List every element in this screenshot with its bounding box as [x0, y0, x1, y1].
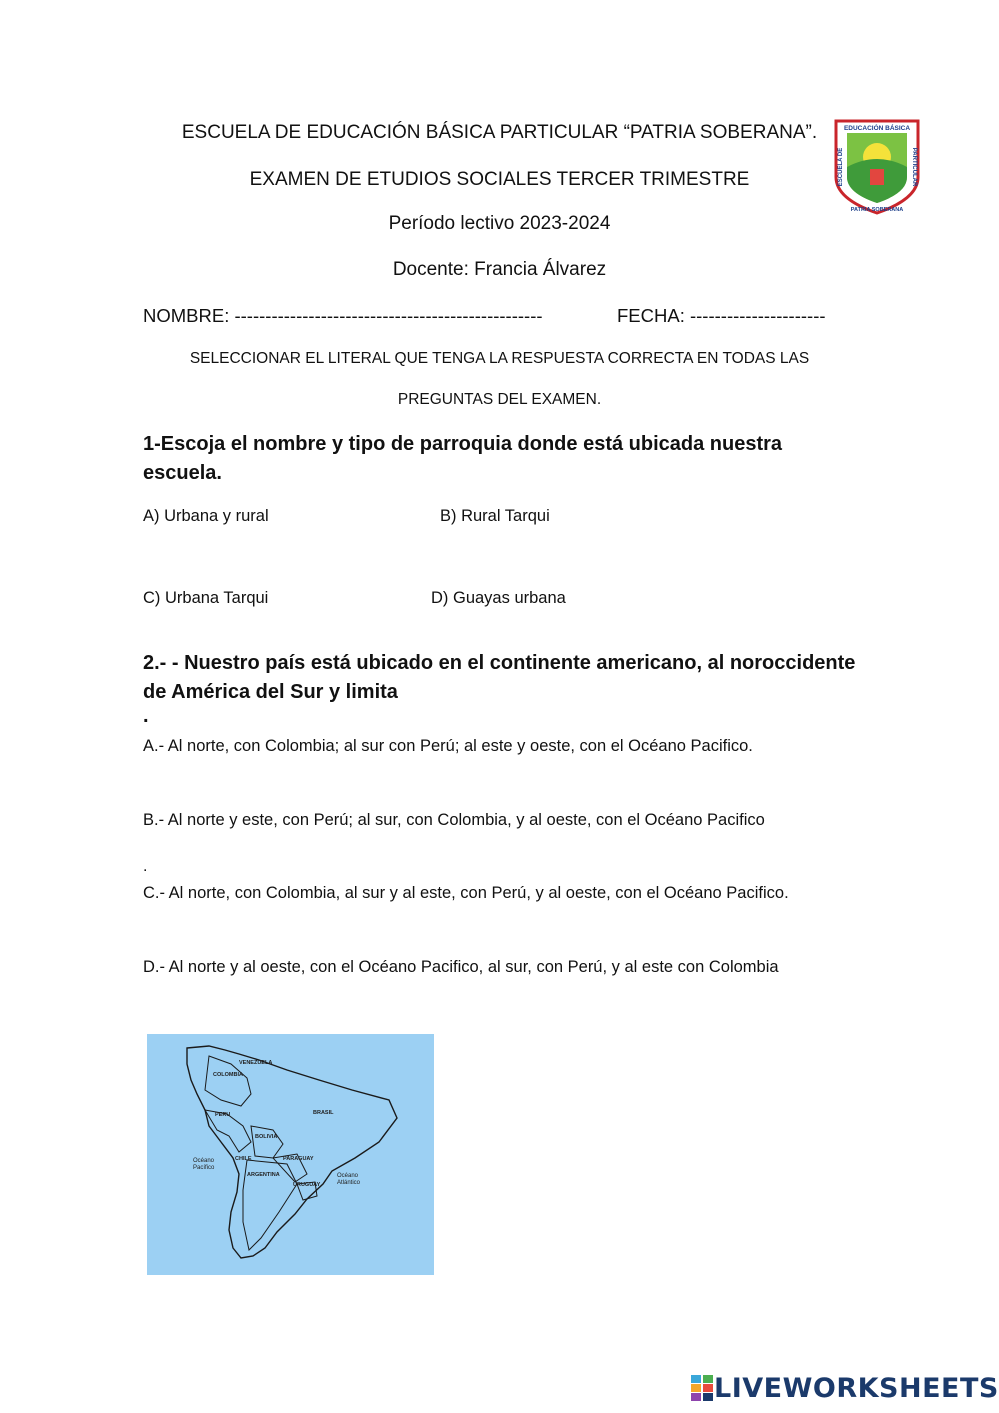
- school-period: Período lectivo 2023-2024: [388, 213, 611, 234]
- date-field-label: FECHA: ----------------------: [617, 305, 826, 326]
- map-label-paraguay: PARAGUAY: [283, 1156, 314, 1162]
- q2-dot-2: .: [143, 858, 148, 875]
- q2-option-a[interactable]: A.- Al norte, con Colombia; al sur con Perú; al este y oeste, con el Océano Pacifico.: [143, 737, 753, 755]
- map-label-colombia: COLOMBIA: [213, 1072, 243, 1078]
- instructions-line-2: PREGUNTAS DEL EXAMEN.: [397, 391, 602, 408]
- instructions-line-1: SELECCIONAR EL LITERAL QUE TENGA LA RESPUESTA CORRECTA EN TODAS LAS: [189, 350, 810, 367]
- q1-option-a[interactable]: A) Urbana y rural: [143, 507, 269, 525]
- logo-bottom-text: PATRIA SOBERANA: [850, 207, 904, 213]
- logo-left-text: ESCUELA DE: [838, 147, 844, 187]
- q2-option-b[interactable]: B.- Al norte y este, con Perú; al sur, con Colombia, y al oeste, con el Océano Pacifico: [143, 811, 765, 829]
- name-field-label: NOMBRE: --------------------------------------------------: [143, 305, 543, 326]
- q1-option-b[interactable]: B) Rural Tarqui: [440, 507, 550, 525]
- question-2: 2.- - Nuestro país está ubicado en el continente americano, al noroccidente de América del Sur y limita: [143, 652, 856, 703]
- q2-option-d[interactable]: D.- Al norte y al oeste, con el Océano Pacifico, al sur, con Perú, y al este con Colombia: [143, 958, 779, 976]
- map-label-argentina: ARGENTINA: [247, 1172, 280, 1178]
- liveworksheets-icon: [690, 1374, 714, 1402]
- exam-title: EXAMEN DE ETUDIOS SOCIALES TERCER TRIMESTRE: [249, 169, 750, 190]
- liveworksheets-brand-text: LIVEWORKSHEETS: [714, 1372, 999, 1404]
- map-label-chile: CHILE: [235, 1156, 252, 1162]
- map-label-uruguay: URUGUAY: [293, 1182, 321, 1188]
- school-name: ESCUELA DE EDUCACIÓN BÁSICA PARTICULAR “PATRIA SOBERANA”.: [181, 122, 818, 143]
- logo-top-text: EDUCACIÓN BÁSICA: [843, 125, 911, 132]
- question-1: 1-Escoja el nombre y tipo de parroquia donde está ubicada nuestra escuela.: [143, 433, 783, 484]
- map-label-bolivia: BOLIVIA: [255, 1134, 278, 1140]
- map-label-pacific-line-2: Pacífico: [193, 1165, 215, 1171]
- south-america-map: [147, 1034, 434, 1275]
- south-america-outline: [147, 1034, 434, 1275]
- map-label-atlantic-line-1: Océano: [337, 1173, 359, 1179]
- map-label-pacific-line-1: Océano: [193, 1158, 215, 1164]
- q2-option-c[interactable]: C.- Al norte, con Colombia, al sur y al este, con Perú, y al oeste, con el Océano Pacifico.: [143, 884, 789, 902]
- liveworksheets-logo[interactable]: [690, 1372, 999, 1404]
- logo-right-text: PARTICULAR: [911, 147, 917, 187]
- map-label-atlantic-line-2: Atlántico: [337, 1180, 361, 1186]
- teacher-name: Docente: Francia Álvarez: [392, 259, 607, 280]
- map-label-peru: PERU: [215, 1112, 231, 1118]
- q2-dot: .: [143, 705, 149, 727]
- map-label-venezuela: VENEZUELA: [239, 1060, 273, 1066]
- school-logo: [832, 117, 922, 215]
- q1-option-c[interactable]: C) Urbana Tarqui: [143, 589, 269, 607]
- q1-option-d[interactable]: D) Guayas urbana: [431, 589, 566, 607]
- map-label-brasil: BRASIL: [313, 1110, 334, 1116]
